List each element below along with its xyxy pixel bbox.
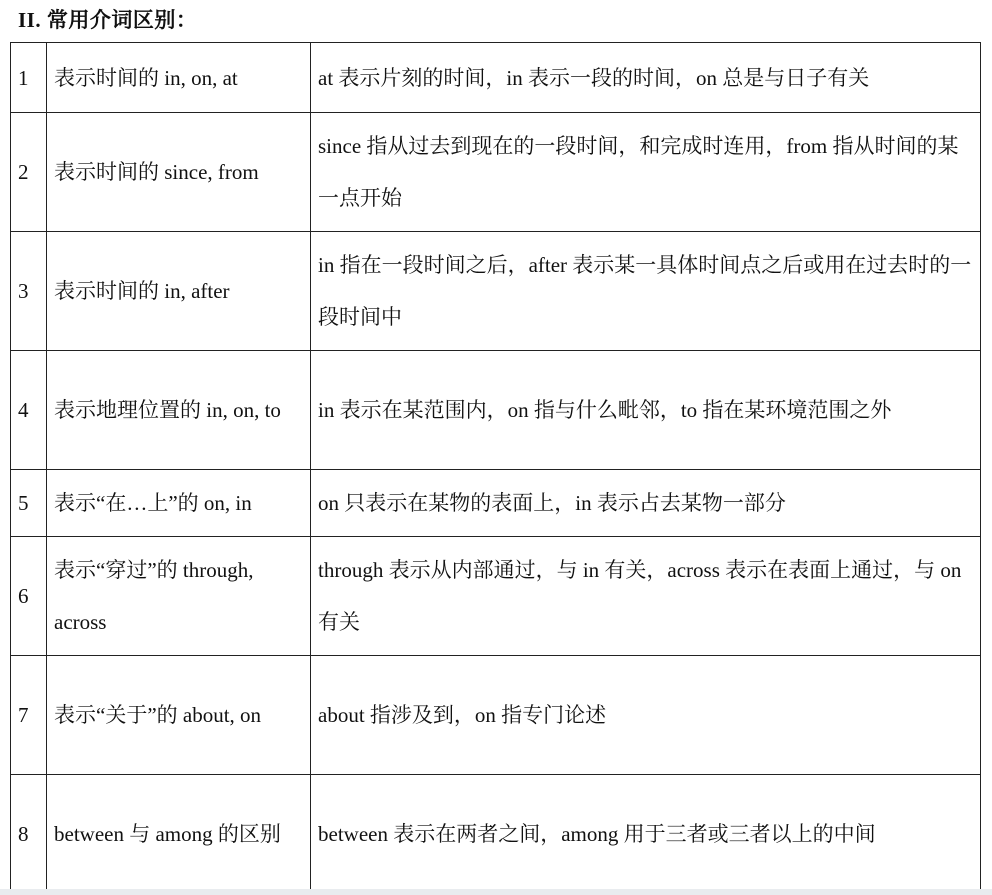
description-cell: on 只表示在某物的表面上，in 表示占去某物一部分 (311, 470, 981, 537)
description-cell: about 指涉及到，on 指专门论述 (311, 656, 981, 775)
description-cell: through 表示从内部通过，与 in 有关，across 表示在表面上通过，与 on 有关 (311, 537, 981, 656)
topic-cell: between 与 among 的区别 (47, 775, 311, 894)
row-number: 3 (11, 232, 47, 351)
row-number: 7 (11, 656, 47, 775)
topic-cell: 表示时间的 since, from (47, 113, 311, 232)
preposition-table (10, 42, 981, 894)
row-number: 1 (11, 43, 47, 113)
topic-cell: 表示“穿过”的 through, across (47, 537, 311, 656)
description-cell: in 指在一段时间之后，after 表示某一具体时间点之后或用在过去时的一段时间中 (311, 232, 981, 351)
row-number: 5 (11, 470, 47, 537)
table-row (11, 351, 981, 470)
page-bottom-edge (0, 889, 992, 895)
table-row (11, 470, 981, 537)
table-row (11, 537, 981, 656)
table-row (11, 43, 981, 113)
description-cell: at 表示片刻的时间，in 表示一段的时间，on 总是与日子有关 (311, 43, 981, 113)
row-number: 6 (11, 537, 47, 656)
table-row (11, 656, 981, 775)
table-row (11, 232, 981, 351)
table-row (11, 113, 981, 232)
row-number: 4 (11, 351, 47, 470)
topic-cell: 表示“在…上”的 on, in (47, 470, 311, 537)
topic-cell: 表示地理位置的 in, on, to (47, 351, 311, 470)
description-cell: since 指从过去到现在的一段时间，和完成时连用，from 指从时间的某一点开始 (311, 113, 981, 232)
row-number: 8 (11, 775, 47, 894)
topic-cell: 表示“关于”的 about, on (47, 656, 311, 775)
description-cell: between 表示在两者之间，among 用于三者或三者以上的中间 (311, 775, 981, 894)
section-heading: II. 常用介词区别： (18, 8, 198, 32)
table-row (11, 775, 981, 894)
description-cell: in 表示在某范围内，on 指与什么毗邻，to 指在某环境范围之外 (311, 351, 981, 470)
topic-cell: 表示时间的 in, on, at (47, 43, 311, 113)
row-number: 2 (11, 113, 47, 232)
topic-cell: 表示时间的 in, after (47, 232, 311, 351)
